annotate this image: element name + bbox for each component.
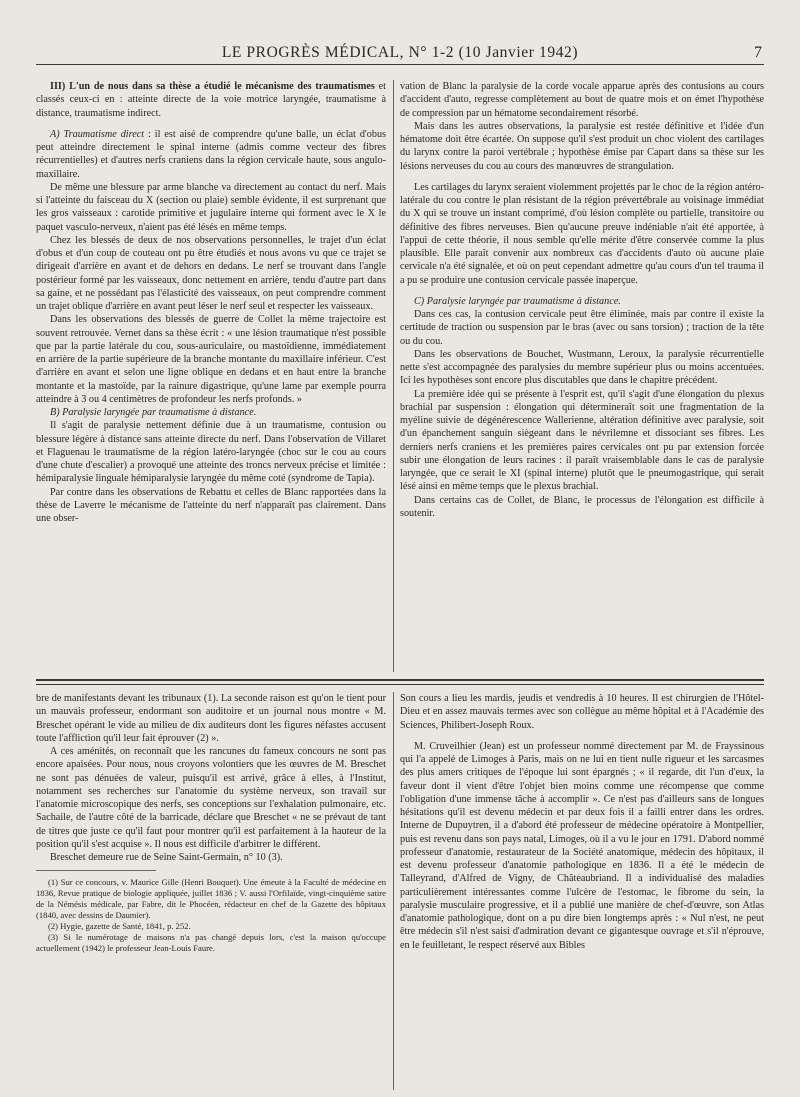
bold-lead: III) L'un de nous dans sa thèse a étudié le mécanisme des traumatismes xyxy=(50,81,375,92)
column-divider xyxy=(393,692,394,1090)
left-column xyxy=(36,80,386,672)
right-column xyxy=(400,80,764,672)
paragraph: A) Traumatisme direct : il est aisé de comprendre qu'une balle, un éclat d'obus peut atteindre directement le spinal interne (admis comme vecteur des fibres récurrentielles) et d'autres nerfs craniens dans la région cervicale haute, sous angulo-maxillaire. xyxy=(36,128,386,180)
paragraph: Dans les observations des blessés de guerre de Collet la même trajectoire est souvent retrouvée. Vernet dans sa thèse écrit : « une lésion traumatique n'est possible que par la partie latérale du cou, sous-auriculaire, ou mastoïdienne, immédiatement en arrière de la partie supérieure de la branche montante du maxillaire inférieur. C'est d'arrière en avant et selon une ligne oblique en dedans et en haut entre la branche montante et la mastoïde, par la rainure digastrique, qu'une lame par exemple pourra atteindre à 3 ou 4 centimètres de profondeur les nerfs profonds. » xyxy=(36,314,386,405)
bottom-right-column xyxy=(400,692,764,1090)
paragraph: Chez les blessés de deux de nos observations personnelles, le trajet d'un éclat d'obus et d'un coup de couteau ont pu être étudiés et nous avons vu que ce trajet se dirigeait d'arrière en avant et de dehors en dedans. Le nerf se trouvant dans l'angle postérieur formé par les vaisseaux, donc nettement en arrière, tendu d'autre part dans sa gaine, et ne possédant pas l'élasticité des vaisseaux, on peut comprendre comment un trajet oblique d'arrière en avant peut léser le nerf seul et respecter les vaisseaux. xyxy=(36,234,386,312)
paragraph: Dans certains cas de Collet, de Blanc, le processus de l'élongation est difficile à soutenir. xyxy=(400,494,764,519)
paragraph: A ces aménités, on reconnaît que les rancunes du fameux concours ne sont pas encore apaisées. Pour nous, nous croyons volontiers que les œuvres de M. Breschet ne sont pas dénuées de valeur, puisqu'il est arrivé, grâce à elles, à l'Institut, notamment ses recherches sur l'anatomie du système nerveux, son travail sur l'anatomie microscopique des nerfs, ses conceptions sur l'exhalation pulmonaire, etc. Sachaile, de l'autre côté de la barricade, déclare que Breschet « ne se prévaut de tant de titres que juste ce qu'il faut pour montrer qu'il est parfaitement à la hauteur de la position qu'il s'est acquise ». Il nous est difficile d'arbitrer le différent. xyxy=(36,746,386,850)
paragraph: De même une blessure par arme blanche va directement au contact du nerf. Mais si l'atteinte du faisceau du X (section ou plaie) semble évidente, il est surprenant que les gros vaisseaux : carotide primitive et jugulaire interne qui forment avec le X le paquet vasculo-nerveux, n'aient pas été lésés en même temps. xyxy=(36,181,386,233)
section-heading: C) Paralysie laryngée par traumatisme à distance. xyxy=(414,295,621,307)
footnote: (2) Hygie, gazette de Santé, 1841, p. 252. xyxy=(48,921,191,932)
footnote-rule xyxy=(36,870,156,871)
paragraph: Dans ces cas, la contusion cervicale peut être éliminée, mais par contre il existe la certitude de traction ou suspension par le bras (avec ou sans torsion) ; traction de la tête ou du cou. xyxy=(400,309,764,347)
paragraph: M. Cruveilhier (Jean) est un professeur nommé directement par M. de Frayssinous qui l'a appelé de Limoges à Paris, mais on ne lui en tient nulle rigueur et les sarcasmes des plus amers critiques de l'époque lui sont épargnés ; « il regarde, dit l'un d'eux, la faveur dont il vient d'être l'objet bien moins comme une récompense que comme l'obligation d'une immense tâche à accomplir ». Ce n'est pas d'ailleurs sans de longues hésitations qu'il est devenu médecin et par deux fois il a failli entrer dans les ordres. Interne de Dupuytren, il a d'abord été professeur de médecine opératoire à Montpellier, puis est revenu dans son pays natal, Limoges, où il a vu le jour en 1791. D'abord nommé professeur d'anatomie, restaurateur de la Société anatomique, médecin des hôpitaux, il est devenu professeur d'anatomie pathologique en 1836. Il a été le médecin de Talleyrand, d'Alfred de Vigny, de Châteaubriand. Il a individualisé des maladies particulièrement intéressantes comme l'ulcère de l'estomac, le fibrome du sein, la paralysie musculaire progressive, et il a publié une manière de chef-d'œuvre, son Atlas d'anatomie pathologique, dont on a pu dire bien longtemps après : « Nul n'est, ne peut être médecin s'il n'est saisi d'admiration devant ce gigantesque ouvrage et s'il n'éprouve, en le feuilletant, le respect réservé aux Bibles xyxy=(400,740,764,951)
section-rule-thin xyxy=(36,684,764,685)
paragraph: III) L'un de nous dans sa thèse a étudié le mécanisme des traumatismes et classés ceux-ci en : atteinte directe de la voie motrice laryngée, traumatisme à distance, traumatisme indirect. xyxy=(36,81,386,119)
paragraph: vation de Blanc la paralysie de la corde vocale apparue après des contusions au cours d'accident d'auto, regresse complètement au bout de quatre mois et on émet l'hypothèse de compression par un hématome secondairement résorbé. xyxy=(400,81,764,119)
paragraph: Il s'agit de paralysie nettement définie due à un traumatisme, contusion ou blessure légère à distance sans atteinte directe du nerf. Dans l'observation de Villaret et Flaguenau le traumatisme de la région latéro-laryngée (choc sur le cou au cours d'une chute d'escalier) a provoqué une atteinte des troncs nerveux précise et limitée : hémiparalysie linguale hémiparalysie laryngée du même coté (syndrome de Tapia). xyxy=(36,420,386,485)
section-heading: B) Paralysie laryngée par traumatisme à distance. xyxy=(50,407,257,418)
paragraph: Breschet demeure rue de Seine Saint-Germain, n° 10 (3). xyxy=(50,852,283,863)
paragraph: Son cours a lieu les mardis, jeudis et vendredis à 10 heures. Il est chirurgien de l'Hôtel-Dieu et en assez mauvais termes avec son collègue au même hôpital et à l'Académie des Sciences, Philibert-Joseph Roux. xyxy=(400,693,764,731)
paragraph: Dans les observations de Bouchet, Wustmann, Leroux, la paralysie récurrentielle nette s'est accompagnée des paralysies du membre supérieur plus ou moins accentuées. Ici les hypothèses sont encore plus discutables que dans le chapitre précédent. xyxy=(400,348,764,387)
section-rule xyxy=(36,679,764,681)
page-header xyxy=(36,44,764,66)
page-number: 7 xyxy=(754,44,762,61)
section-heading: A) Traumatisme direct xyxy=(50,128,145,140)
paragraph: Mais dans les autres observations, la paralysie est restée définitive et l'idée d'un hématome doit être écartée. On suppose qu'il s'est produit un choc violent des cartilages du larynx contre la paroi vertébrale ; hypothèse émise par Capart dans sa thèse sur les lésions nerveuses du cou au cours des manœuvres de strangulation. xyxy=(400,120,764,172)
paragraph: Les cartilages du larynx seraient violemment projettés par le choc de la région antéro-latérale du cou contre le plan résistant de la région prévertébrale au voisinage immédiat du X qui se trouve un instant comprimé, d'où lésion complète ou partielle, transitoire ou définitive des fibres nerveuses. Bien qu'aucune preuve indéniable n'ait été apportée, à l'appui de cette théorie, il nous semble qu'elle mérite d'être conservée comme la plus plausible. Elle paraît convenir aux nombreux cas d'accidents d'auto où aucune plaie cervicale n'a été signalée, et où on peut cependant admettre qu'au cours d'un tel trauma il a pu se produire une contusion cervicale passée inaperçue. xyxy=(400,181,764,286)
footnote: (1) Sur ce concours, v. Maurice Gille (Henri Bouquet). Une émeute à la Faculté de médecine en 1836, Revue pratique de biologie appliquée, juillet 1836 ; V. aussi l'Orfilaïde, vingt-cinquième satire de la Némésis médicale, par Fabre, dit le Phocéen, rédacteur en chef de la Gazette des hôpitaux (1840, avec dessins de Daumier). xyxy=(36,877,386,921)
footnotes xyxy=(36,877,386,954)
paragraph: bre de manifestants devant les tribunaux (1). La seconde raison est qu'on le tient pour un mauvais professeur, endormant son auditoire et un journal nous montre « M. Breschet opérant le vide au milieu de dix auditeurs dont les figures néfastes accusent toute l'affliction qu'il leur fait éprouver (2) ». xyxy=(36,693,386,744)
column-divider xyxy=(393,80,394,672)
paragraph: Par contre dans les observations de Rebattu et celles de Blanc rapportées dans la thèse de Laverre le mécanisme de l'atteinte du nerf n'apparaît pas clairement. Dans une obser- xyxy=(36,486,386,524)
footnote: (3) Si le numérotage de maisons n'a pas changé depuis lors, c'est la maison qu'occupe actuellement (1942) le professeur Jean-Louis Faure. xyxy=(36,932,386,954)
bottom-left-column xyxy=(36,692,386,1090)
paragraph: La première idée qui se présente à l'esprit est, qu'il s'agit d'une élongation du plexus brachial par suspension : élongation qui détermineraît soit une fragmentation de la myéline suivie de dégénérescence Wallerienne, altération définitive avec paralysie, soit d'un épanchement sanguin siègeant dans le névrilemne et dissociant ses fibres. Les derniers nerfs craniens et les premières paires cervicales ont pu par extension forcée subir une élongation de leurs racines : il paraît vraisemblable dans le cas de paralysie laryngée, que ce serait le XI (spinal interne) plutôt que le pneumogastrique, qui serait lésé ainsi en même temps que le plexus brachial. xyxy=(400,388,764,493)
header-rule xyxy=(36,64,764,65)
journal-title: LE PROGRÈS MÉDICAL, N° 1-2 (10 Janvier 1942) xyxy=(221,44,579,61)
